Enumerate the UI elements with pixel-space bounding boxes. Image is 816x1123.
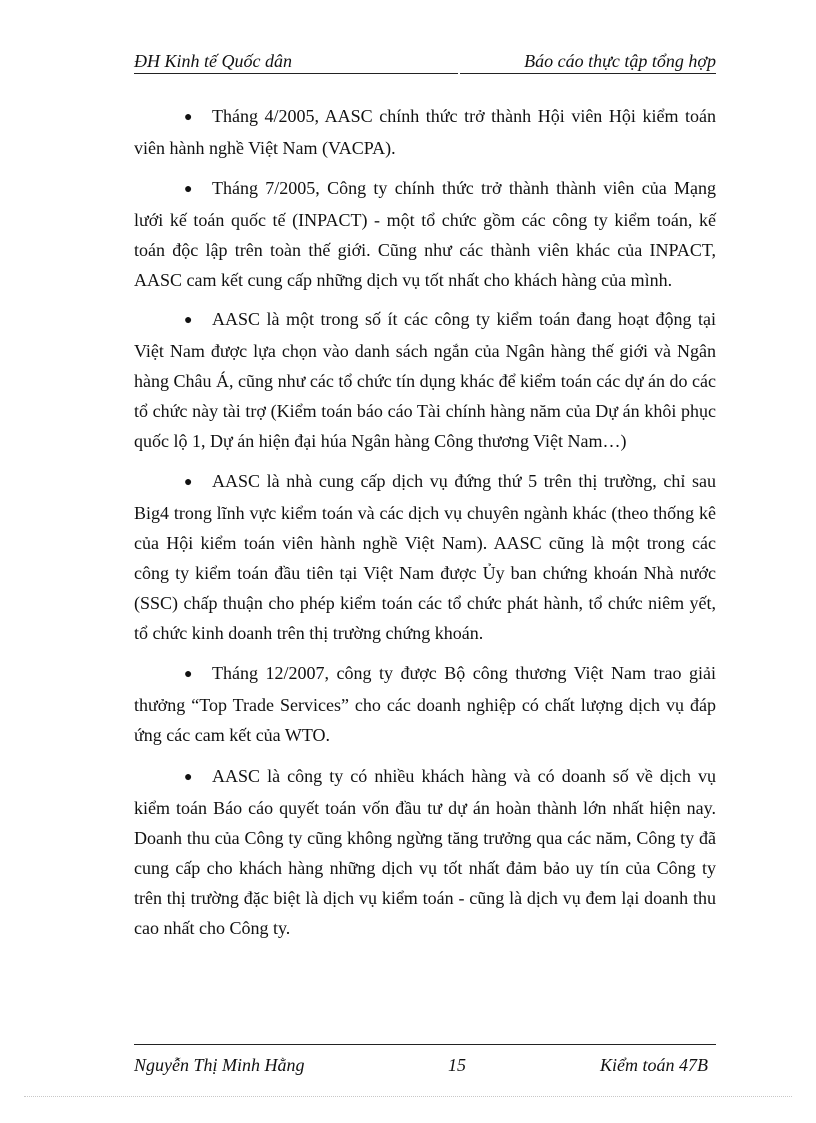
bullet-icon: ●: [184, 110, 193, 125]
bullet-icon: ●: [184, 313, 193, 328]
footer-author: Nguyễn Thị Minh Hằng: [134, 1055, 305, 1075]
paragraph-text: AASC là công ty có nhiều khách hàng và có doanh số về dịch vụ kiểm toán Báo cáo quyết toán vốn đầu tư dự án hoàn thành lớn nhất hiện nay. Doanh thu của Công ty cũng không ngừng tăng trưởng qua các năm, Công ty đã cung cấp cho khách hàng những dịch vụ tốt nhất đảm bảo uy tín của Công ty trên thị trường đặc biệt là dịch vụ kiểm toán - cũng là dịch vụ đem lại doanh thu cao nhất cho Công ty.: [134, 766, 716, 938]
bullet-icon: ●: [184, 667, 193, 682]
page-content: [134, 101, 716, 953]
bullet-paragraph: [134, 466, 716, 648]
bullet-paragraph: [134, 658, 716, 750]
bullet-paragraph: [134, 761, 716, 943]
bullet-paragraph: [134, 101, 716, 163]
footer-divider: [134, 1044, 716, 1045]
bullet-icon: ●: [184, 475, 193, 490]
page-number: 15: [448, 1055, 466, 1075]
page-header: [134, 48, 716, 74]
bullet-icon: ●: [184, 770, 193, 785]
header-divider-gap: [458, 72, 460, 75]
paragraph-text: Tháng 7/2005, Công ty chính thức trở thành thành viên của Mạng lưới kế toán quốc tế (INPACT) - một tổ chức gồm các công ty kiểm toán, kế toán độc lập trên toàn thế giới. Cũng như các thành viên khác của INPACT, AASC cam kết cung cấp những dịch vụ tốt nhất cho khách hàng của mình.: [134, 178, 716, 290]
bullet-paragraph: [134, 173, 716, 295]
paragraph-text: Tháng 4/2005, AASC chính thức trở thành Hội viên Hội kiểm toán viên hành nghề Việt Nam (VACPA).: [134, 106, 716, 158]
header-university: ĐH Kinh tế Quốc dân: [134, 51, 292, 71]
bullet-paragraph: [134, 304, 716, 456]
footer-class: Kiểm toán 47B: [600, 1055, 708, 1075]
header-divider: [134, 73, 716, 74]
bullet-icon: ●: [184, 182, 193, 197]
page-bottom-dotted-rule: [24, 1096, 792, 1097]
paragraph-text: AASC là một trong số ít các công ty kiểm toán đang hoạt động tại Việt Nam được lựa chọn vào danh sách ngắn của Ngân hàng thế giới và Ngân hàng Châu Á, cũng như các tổ chức tín dụng khác để kiểm toán các dự án do các tổ chức này tài trợ (Kiểm toán báo cáo Tài chính hàng năm của Dự án khôi phục quốc lộ 1, Dự án hiện đại húa Ngân hàng Công thương Việt Nam…): [134, 309, 716, 451]
paragraph-text: Tháng 12/2007, công ty được Bộ công thương Việt Nam trao giải thưởng “Top Trade Services” cho các doanh nghiệp có chất lượng dịch vụ đáp ứng các cam kết của WTO.: [134, 663, 716, 745]
paragraph-text: AASC là nhà cung cấp dịch vụ đứng thứ 5 trên thị trường, chỉ sau Big4 trong lĩnh vực kiểm toán và các dịch vụ chuyên ngành khác (theo thống kê của Hội kiểm toán viên hành nghề Việt Nam). AASC cũng là một trong các công ty kiểm toán đầu tiên tại Việt Nam được Ủy ban chứng khoán Nhà nước (SSC) chấp thuận cho phép kiểm toán các tổ chức phát hành, tổ chức niêm yết, tổ chức kinh doanh trên thị trường chứng khoán.: [134, 471, 716, 643]
header-report-title: Báo cáo thực tập tổng hợp: [524, 51, 716, 71]
page-footer: [134, 1052, 716, 1078]
